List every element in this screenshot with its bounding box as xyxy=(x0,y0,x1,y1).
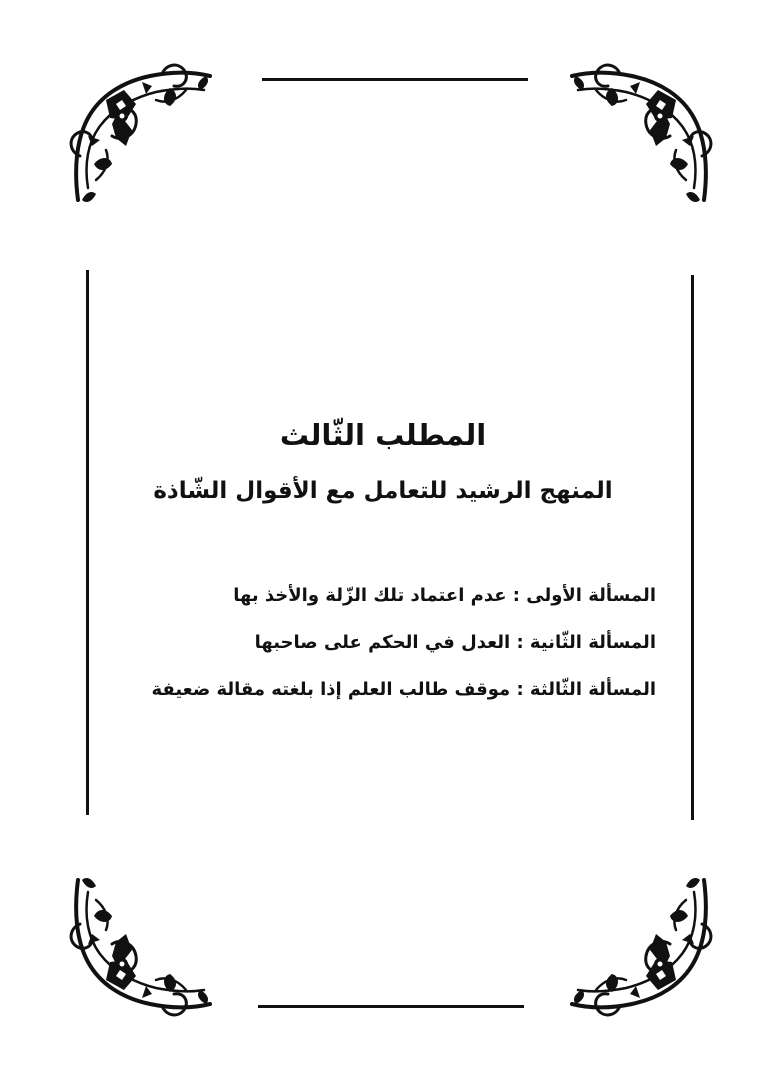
top-rule xyxy=(262,78,528,81)
ornament-bottom-left-icon xyxy=(66,870,216,1020)
issue-item: المسألة الأولى : عدم اعتماد تلك الزّلة والأخذ بها xyxy=(233,585,656,606)
left-rule xyxy=(86,270,89,815)
ornament-top-right-icon xyxy=(566,60,716,210)
section-heading: المطلب الثّالث xyxy=(279,418,487,452)
right-rule xyxy=(691,275,694,820)
issue-item: المسألة الثّانية : العدل في الحكم على صاحبها xyxy=(254,632,656,653)
issues-list xyxy=(136,572,656,713)
section-subheading: المنهج الرشيد للتعامل مع الأقوال الشّاذة xyxy=(153,478,613,504)
ornament-top-left-icon xyxy=(66,60,216,210)
ornament-bottom-right-icon xyxy=(566,870,716,1020)
bottom-rule xyxy=(258,1005,524,1008)
issue-item: المسألة الثّالثة : موقف طالب العلم إذا بلغته مقالة ضعيفة xyxy=(151,679,656,700)
